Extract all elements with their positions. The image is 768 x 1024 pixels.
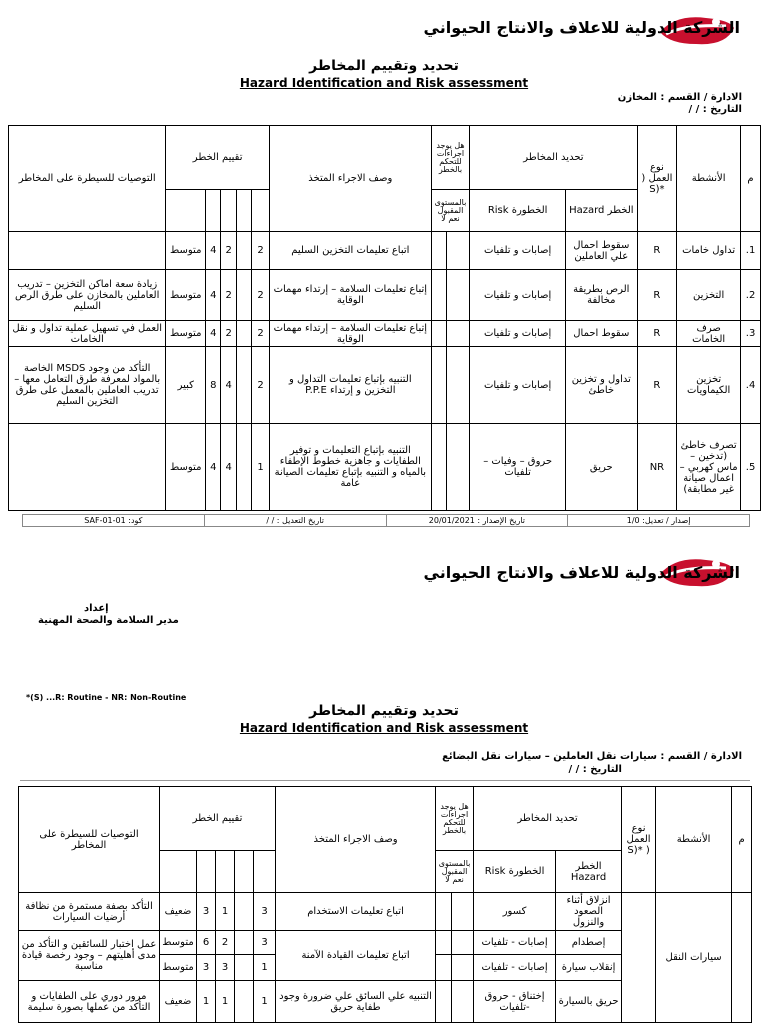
header-hazard: الخطر Hazard xyxy=(556,851,622,893)
date-label: التاريخ : / / xyxy=(568,764,622,775)
page-title-ar: تحديد وتقييم المخاطر xyxy=(309,703,459,719)
risk-table-1 xyxy=(8,125,761,511)
header-level: بالمستوى المقبول نعم لا xyxy=(431,190,470,232)
table-row: متوسط 4 2 2 اتباع تعليمات التخزين السليم إصابات و تلفيات سقوط احمال علي العاملين R تداول خامات 1. xyxy=(9,232,761,270)
footer-edition: إصدار / تعديل: 1/0 xyxy=(568,515,750,527)
department-label: الادارة / القسم : سيارات نقل العاملين – سيارات نقل البضائع xyxy=(442,751,742,762)
table-row: زيادة سعة اماكن التخزين – تدريب العاملين بالمخازن على طرق الرص السليم متوسط 4 2 2 إتباع تعليمات السلامة – إرتداء مهمات الوقاية إصابات و تلفيات الرص بطريقة مخالفة R التخزين 2. xyxy=(9,270,761,321)
header-procedures: هل يوجد اجراءات للتحكم بالخطر xyxy=(436,787,474,851)
divider xyxy=(20,780,750,781)
header-hazard: الخطر Hazard xyxy=(566,190,638,232)
page-title-en: Hazard Identification and Risk assessment xyxy=(239,721,529,735)
header-action-desc: وصف الاجراء المتخذ xyxy=(276,787,436,893)
risk-table-2 xyxy=(18,786,752,1023)
table-row: مرور دوري على الطفايات و التأكد من عملها بصورة سليمة ضعيف 1 1 1 التنبيه علي السائق علي ضرورة وجود طفاية حريق إختناق - حروق -تلفيات حريق بالسيارة xyxy=(19,981,752,1023)
legend-note: *(S) ...R: Routine - NR: Non-Routine xyxy=(26,693,187,702)
header-risk-eval: تقييم الخطر xyxy=(160,787,276,851)
table-row: التأكد بصفة مستمرة من نظافة أرضيات السيارات ضعيف 3 1 3 اتباع تعليمات الاستخدام كسور انزلاق أثناء الصعود والنزول سيارات النقل xyxy=(19,893,752,931)
footer-code: كود: SAF-01-01 xyxy=(23,515,205,527)
header-activities: الأنشطة xyxy=(656,787,732,893)
date-label: التاريخ : / / xyxy=(688,104,742,115)
prepared-label: إعداد xyxy=(84,603,109,614)
header-work-type: نوع العمل ( *(S xyxy=(622,787,656,893)
table-row: العمل في تسهيل عملية تداول و نقل الخامات متوسط 4 2 2 إتباع تعليمات السلامة – إرتداء مهمات الوقاية إصابات و تلفيات سقوط احمال R صرف الخامات 3. xyxy=(9,321,761,347)
page-title-en: Hazard Identification and Risk assessment xyxy=(239,76,529,90)
header-risk: الخطورة Risk xyxy=(474,851,556,893)
page-title-ar: تحديد وتقييم المخاطر xyxy=(309,58,459,74)
footer-mod-date: تاريخ التعديل : / / xyxy=(204,515,386,527)
department-label: الادارة / القسم : المخازن xyxy=(617,92,742,103)
header-hazard-id: تحديد المخاطر xyxy=(474,787,622,851)
table-row: عمل اختبار للسائقين و التأكد من مدى أهليتهم – وجود رخصة قيادة مناسبة متوسط 6 2 3 اتباع تعليمات القيادة الآمنة إصابات - تلفيات إصطدام xyxy=(19,931,752,955)
header-m: م xyxy=(741,126,761,232)
header-work-type: نوع العمل ( *(S xyxy=(637,126,677,232)
header-activities: الأنشطة xyxy=(677,126,741,232)
group-activity: سيارات النقل xyxy=(656,893,732,1023)
header-level: بالمستوى المقبول نعم لا xyxy=(436,851,474,893)
header-action-desc: وصف الاجراء المتخذ xyxy=(269,126,431,232)
header-recommendations: التوصيات للسيطرة على المخاطر xyxy=(19,787,160,893)
company-name: الشركة الدولية للاعلاف والانتاج الحيواني xyxy=(423,18,740,37)
header-procedures: هل يوجد اجراءات للتحكم بالخطر xyxy=(431,126,470,190)
company-name: الشركة الدولية للاعلاف والانتاج الحيواني xyxy=(423,563,740,582)
header-recommendations: التوصيات للسيطرة على المخاطر xyxy=(9,126,166,232)
header-risk-eval: تقييم الخطر xyxy=(166,126,269,190)
table-row: متوسط 4 4 1 التنبيه بإتباع التعليمات و توفير الطفايات و جاهزية خطوط الإطفاء بالمياه و التنبيه بإتباع تعليمات الصيانة عامة حروق – وفيات – تلفيات حريق NR تصرف خاطئ (تدخين – ماس كهربي – اعمال صيانة غير مطابقة) 5. xyxy=(9,424,761,511)
header-hazard-id: تحديد المخاطر xyxy=(470,126,637,190)
header-m: م xyxy=(732,787,752,893)
table-row: متوسط 3 3 1 إصابات - تلفيات إنقلاب سيارة xyxy=(19,955,752,981)
footer-issue-date: تاريخ الإصدار : 20/01/2021 xyxy=(386,515,568,527)
table-row: التأكد من وجود MSDS الخاصة بالمواد لمعرفة طرق التعامل معها – تدريب العاملين بالمعمل على طرق التخزين السليم كبير 8 4 2 التنبيه بإتباع تعليمات التداول و التخزين و إرتداء P.P.E إصابات و تلفيات تداول و تخزين خاطئ R تخزين الكيماويات 4. xyxy=(9,347,761,424)
document-footer xyxy=(22,514,750,527)
prepared-by: مدير السلامة والصحة المهنية xyxy=(38,615,179,626)
header-risk: الخطورة Risk xyxy=(470,190,566,232)
